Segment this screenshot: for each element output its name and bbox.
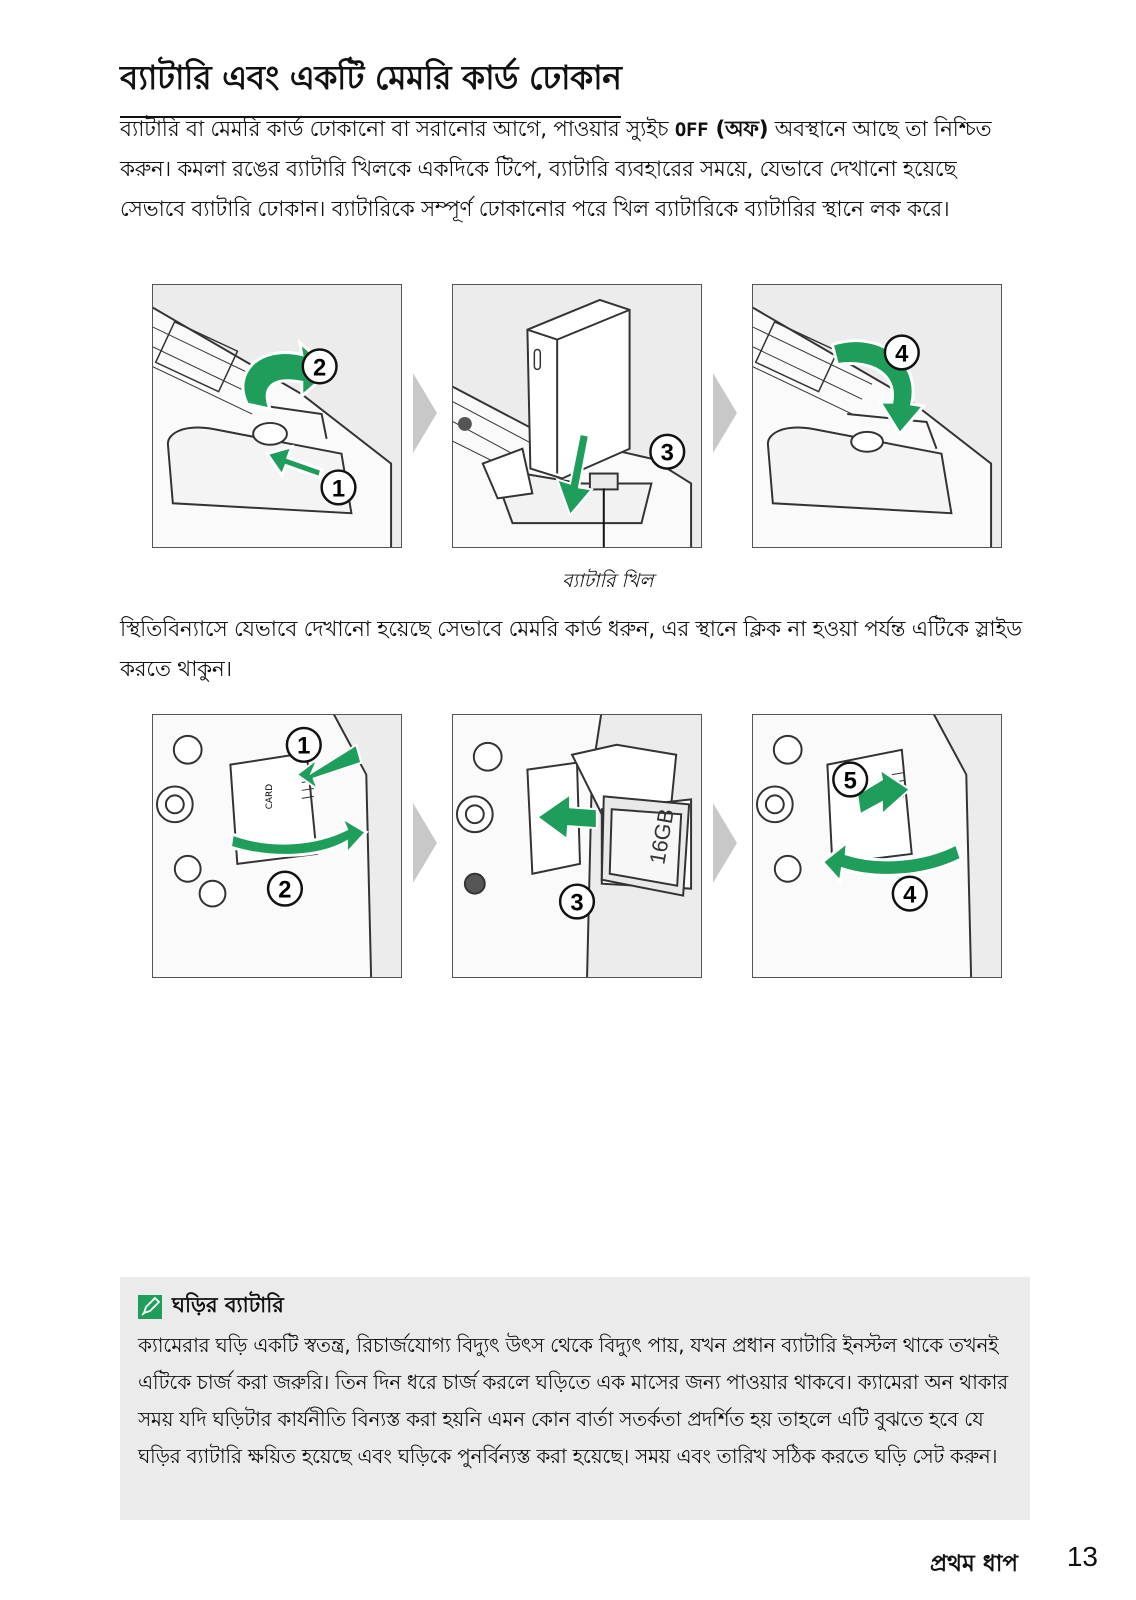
step-number-1 (287, 728, 321, 762)
svg-text:1: 1 (297, 732, 311, 760)
step-number-2 (303, 350, 337, 384)
intro-text-2: অবস্থানে আছে তা নিশ্চিত করুন। কমলা রঙের ব্যাটারি খিলকে একদিকে টিপে, ব্যাটারি ব্যবহারের সময়ে, যেভাবে দেখানো হয়েছে সেভাবে ব্যাটারি ঢোকান। ব্যাটারিকে সম্পূর্ণ ঢোকানোর পরে খিল ব্যাটারিকে ব্যাটারির স্থানে লক করে। (120, 117, 992, 222)
battery-latch-caption: ব্যাটারি খিল (562, 570, 654, 592)
off-button-label: OFF (674, 119, 709, 141)
card-door-close-illustration (753, 715, 1001, 977)
next-step-arrow (413, 803, 437, 883)
battery-door-illustration (153, 285, 401, 547)
svg-text:3: 3 (660, 439, 674, 467)
svg-text:5: 5 (843, 767, 857, 795)
step-number-5 (833, 763, 867, 797)
step-number-3 (560, 885, 594, 919)
card-instruction: স্থিতিবিন্যাসে যেভাবে দেখানো হয়েছে সেভাবে মেমরি কার্ড ধরুন, এর স্থানে ক্লিক না হওয়া পর্যন্ত এটিকে স্লাইড করতে থাকুন। (120, 617, 1022, 682)
svg-text:1: 1 (331, 475, 346, 503)
card-capacity-label: 16GB (644, 806, 679, 867)
svg-text:3: 3 (570, 889, 584, 917)
off-label: (অফ) (708, 117, 769, 142)
battery-step-panel-3 (752, 284, 1002, 548)
note-heading-text: ঘড়ির ব্যাটারি (172, 1293, 284, 1317)
card-insert-illustration (453, 715, 701, 977)
note-heading (138, 1289, 284, 1324)
card-step-panel-3 (752, 714, 1002, 978)
check-pencil-icon (138, 1295, 162, 1319)
step-number-3 (650, 435, 684, 469)
svg-text:4: 4 (903, 881, 917, 909)
svg-text:2: 2 (278, 876, 292, 904)
next-step-arrow (413, 373, 437, 453)
card-step-panel-1 (152, 714, 402, 978)
intro-paragraph (120, 110, 1025, 230)
note-body: ক্যামেরার ঘড়ি একটি স্বতন্ত্র, রিচার্জযোগ্য বিদ্যুৎ উৎস থেকে বিদ্যুৎ পায়, যখন প্রধান ব্যাটারি ইনস্টল থাকে তখনই এটিকে চার্জ করা জরুরি। তিন দিন ধরে চার্জ করলে ঘড়িতে এক মাসের জন্য পাওয়ার থাকবে। ক্যামেরা অন থাকার সময় যদি ঘড়িটার কার্যনীতি বিন্যস্ত করা হয়নি এমন কোন বার্তা সতর্কতা প্রদর্শিত হয় তাহলে এটি বুঝতে হবে যে ঘড়ির ব্যাটারি ক্ষয়িত হয়েছে এবং ঘড়িকে পুনর্বিন্যস্ত করা হয়েছে। সময় এবং তারিখ সঠিক করতে ঘড়ি সেট করুন। (138, 1333, 1008, 1468)
section-label: প্রথম ধাপ (929, 1551, 1018, 1577)
svg-text:2: 2 (313, 354, 327, 382)
battery-insert-illustration (453, 285, 701, 547)
battery-step-panel-1 (152, 284, 402, 548)
svg-text:4: 4 (895, 340, 909, 368)
battery-door-close-illustration (753, 285, 1001, 547)
card-step-panel-2 (452, 714, 702, 978)
step-number-4 (885, 336, 919, 370)
card-slot-label: CARD (265, 783, 276, 810)
intro-text-1: ব্যাটারি বা মেমরি কার্ড ঢোকানো বা সরানোর আগে, পাওয়ার স্যুইচ (120, 117, 675, 142)
card-door-open-illustration (153, 715, 401, 977)
next-step-arrow (713, 373, 737, 453)
battery-step-panel-2 (452, 284, 702, 548)
page-title: ব্যাটারি এবং একটি মেমরি কার্ড ঢোকান (120, 52, 621, 118)
page-number: 13 (1066, 1541, 1098, 1572)
step-number-1 (322, 471, 356, 505)
step-number-2 (268, 872, 302, 906)
step-number-4 (893, 877, 927, 911)
next-step-arrow (713, 803, 737, 883)
clock-battery-note (120, 1277, 1030, 1520)
